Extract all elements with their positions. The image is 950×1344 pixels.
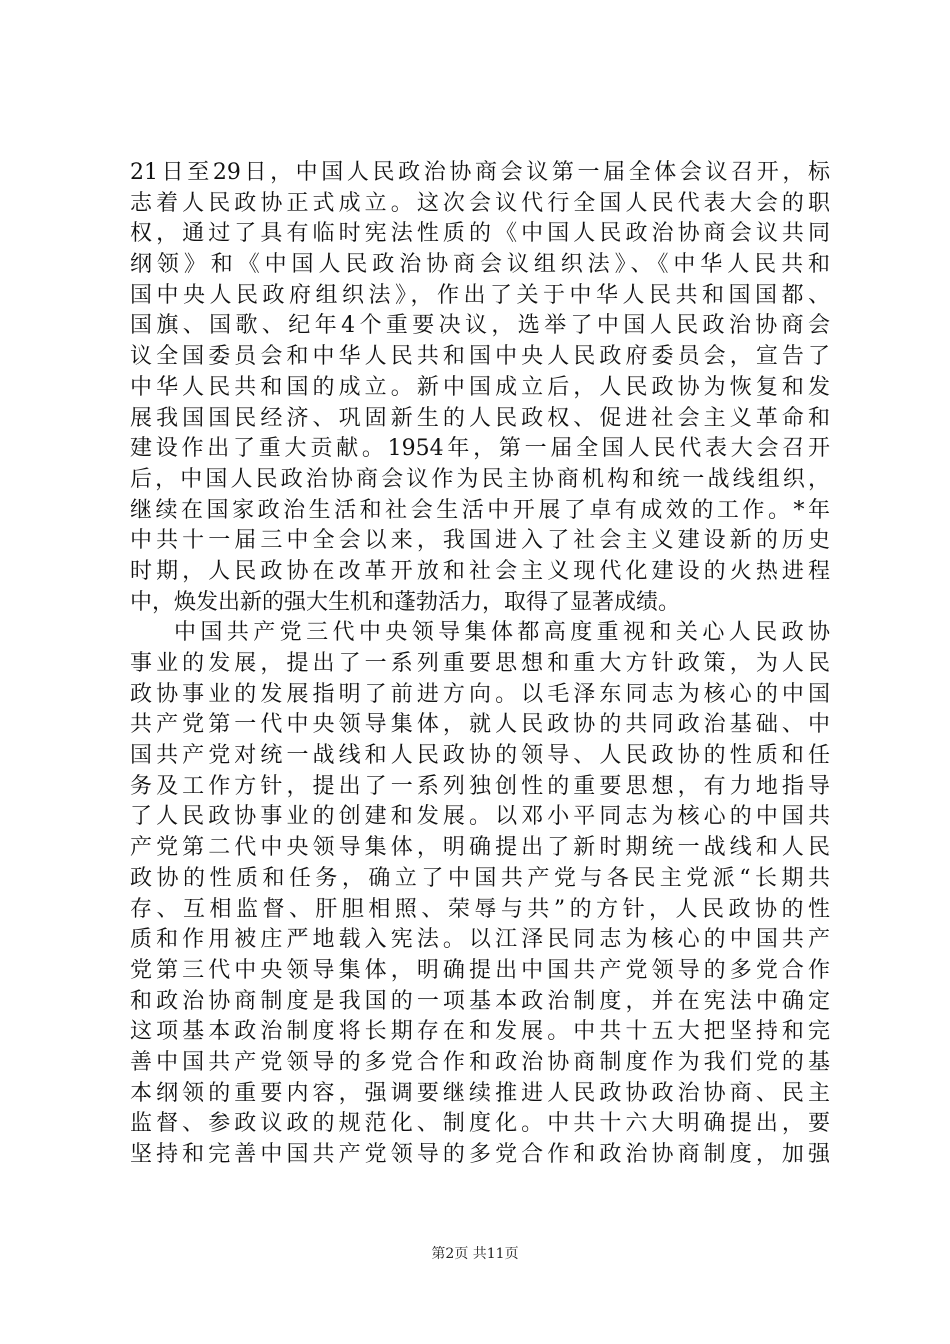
text-line: 国共产党对统一战线和人民政协的领导、人民政协的性质和任 <box>130 743 830 769</box>
text-line: 建设作出了重大贡献。1954年，第一届全国人民代表大会召开 <box>130 436 830 462</box>
paragraph <box>130 158 830 618</box>
text-line: 继续在国家政治生活和社会生活中开展了卓有成效的工作。*年 <box>130 497 830 523</box>
text-line: 志着人民政协正式成立。这次会议代行全国人民代表大会的职 <box>130 190 830 216</box>
text-line: 产党第二代中央领导集体，明确提出了新时期统一战线和人民 <box>130 835 830 861</box>
text-line: 国旗、国歌、纪年4个重要决议，选举了中国人民政治协商会 <box>130 313 830 339</box>
text-line: 国中央人民政府组织法》，作出了关于中华人民共和国国都、 <box>130 282 830 308</box>
text-line: 纲领》和《中国人民政治协商会议组织法》、《中华人民共和 <box>130 252 830 278</box>
text-line: 善中国共产党领导的多党合作和政治协商制度作为我们党的基 <box>130 1049 830 1075</box>
text-line: 中共十一届三中全会以来，我国进入了社会主义建设新的历史 <box>130 528 830 554</box>
text-line: 中国共产党三代中央领导集体都高度重视和关心人民政协 <box>174 620 830 646</box>
page-footer: 第2页 共11页 <box>431 1246 519 1262</box>
text-line: 质和作用被庄严地载入宪法。以江泽民同志为核心的中国共产 <box>130 927 830 953</box>
text-line: 事业的发展，提出了一系列重要思想和重大方针政策，为人民 <box>130 651 830 676</box>
text-line: 务及工作方针，提出了一系列独创性的重要思想，有力地指导 <box>130 773 830 799</box>
text-line: 本纲领的重要内容，强调要继续推进人民政协政治协商、民主 <box>130 1080 830 1106</box>
text-line: 政协事业的发展指明了前进方向。以毛泽东同志为核心的中国 <box>130 681 830 707</box>
text-line: 坚持和完善中国共产党领导的多党合作和政治协商制度，加强 <box>130 1142 830 1167</box>
text-line: 后，中国人民政治协商会议作为民主协商机构和统一战线组织， <box>130 466 830 492</box>
text-line: 政协的性质和任务，确立了中国共产党与各民主党派“长期共 <box>130 865 830 891</box>
text-line: 和政治协商制度是我国的一项基本政治制度，并在宪法中确定 <box>130 988 830 1014</box>
paragraph <box>130 618 830 1170</box>
body-text <box>130 158 830 1171</box>
text-line: 共产党第一代中央领导集体，就人民政协的共同政治基础、中 <box>130 712 830 738</box>
text-line: 了人民政协事业的创建和发展。以邓小平同志为核心的中国共 <box>130 804 830 830</box>
text-line: 议全国委员会和中华人民共和国中央人民政府委员会，宣告了 <box>130 344 830 370</box>
text-line: 中，焕发出新的强大生机和蓬勃活力，取得了显著成绩。 <box>130 589 681 615</box>
text-line: 这项基本政治制度将长期存在和发展。中共十五大把坚持和完 <box>130 1019 830 1045</box>
text-line: 21日至29日，中国人民政治协商会议第一届全体会议召开，标 <box>130 160 830 185</box>
text-line: 权，通过了具有临时宪法性质的《中国人民政治协商会议共同 <box>130 221 830 247</box>
text-line: 监督、参政议政的规范化、制度化。中共十六大明确提出，要 <box>130 1111 830 1137</box>
text-line: 存、互相监督、肝胆相照、荣辱与共”的方针，人民政协的性 <box>130 896 830 922</box>
text-line: 展我国国民经济、巩固新生的人民政权、促进社会主义革命和 <box>130 405 830 431</box>
text-line: 中华人民共和国的成立。新中国成立后，人民政协为恢复和发 <box>130 374 830 400</box>
text-line: 党第三代中央领导集体，明确提出中国共产党领导的多党合作 <box>130 957 830 983</box>
text-line: 时期，人民政协在改革开放和社会主义现代化建设的火热进程 <box>130 558 830 584</box>
